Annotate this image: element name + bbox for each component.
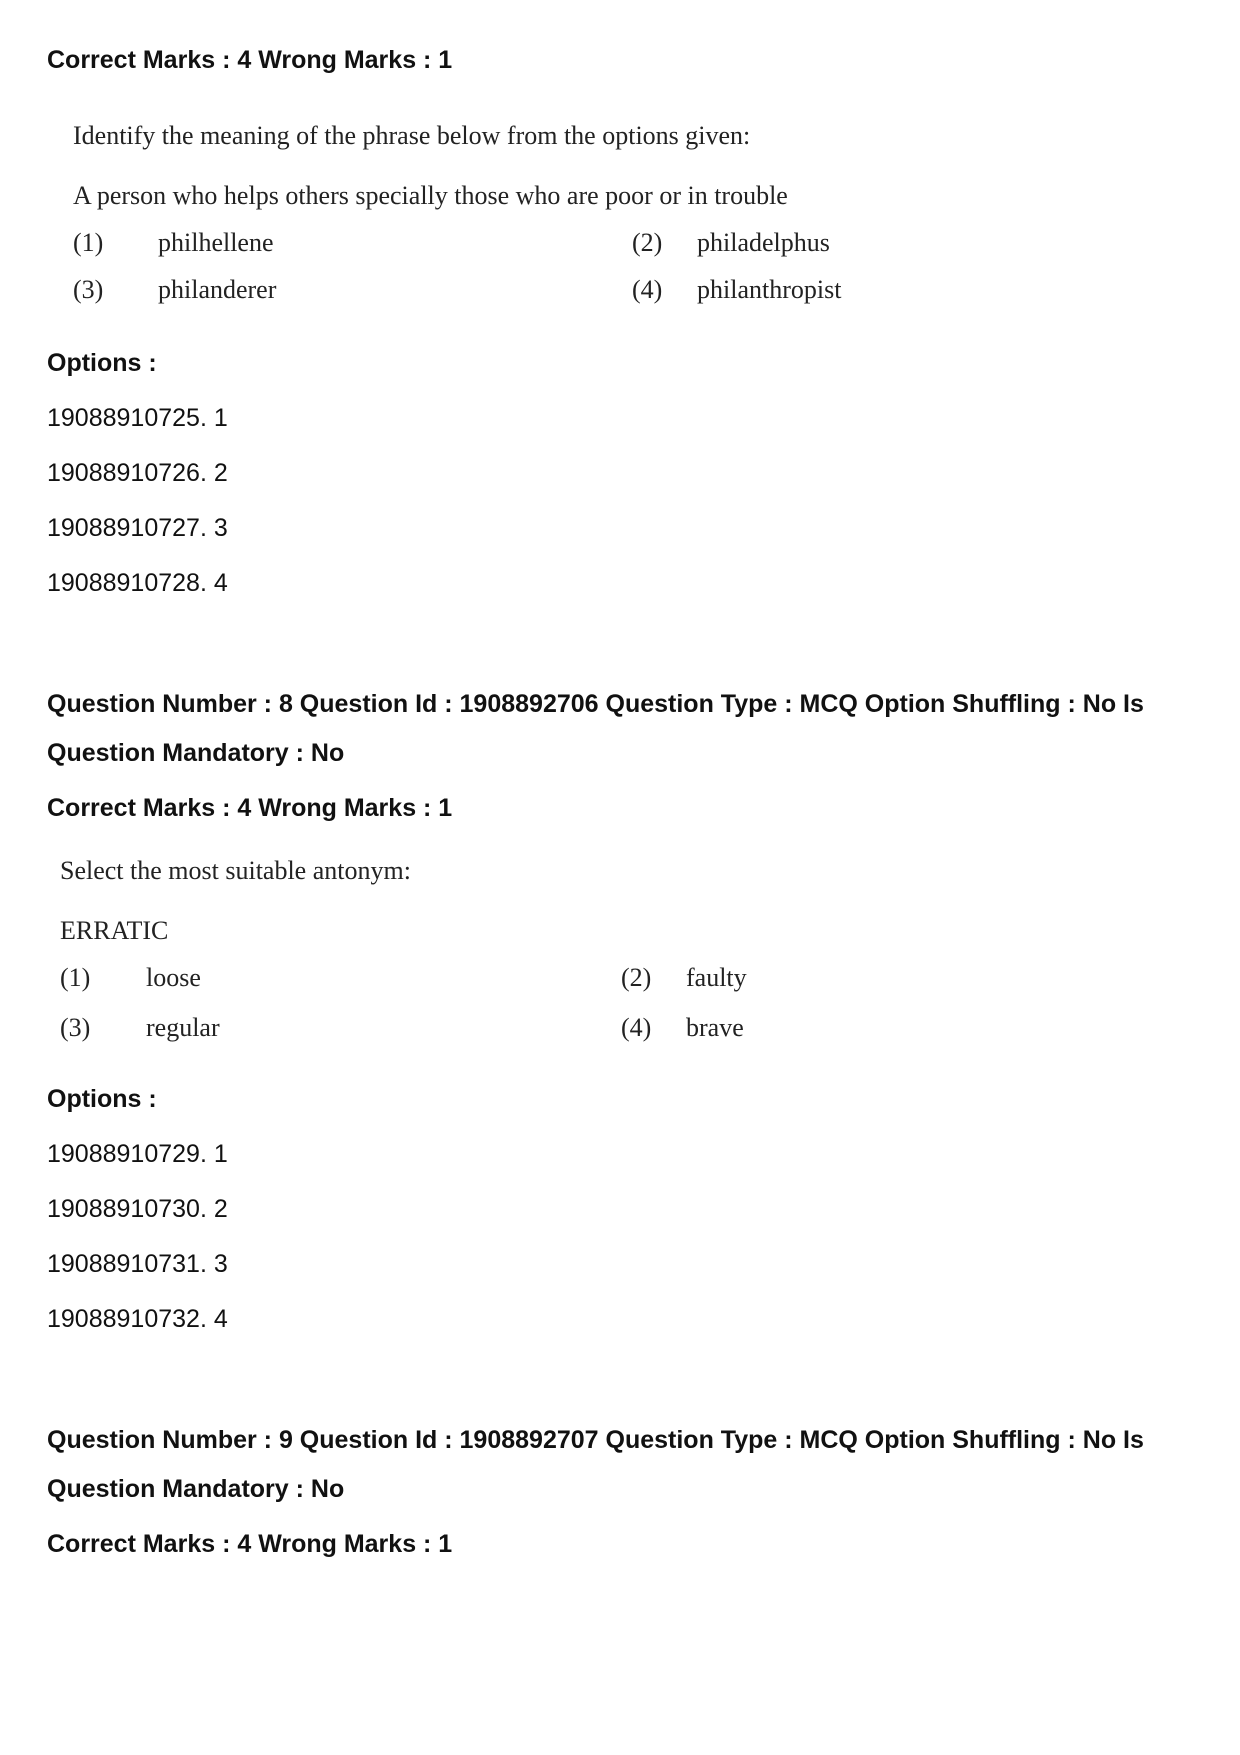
option-item: 19088910729. 1 [47, 1140, 228, 1168]
choice-number: (3) [73, 275, 104, 304]
choice-number: (1) [60, 963, 91, 992]
choice-text: faulty [686, 963, 747, 992]
choice-number: (2) [621, 963, 652, 992]
options-label: Options : [47, 349, 157, 377]
options-label: Options : [47, 1085, 157, 1113]
choice-text: philhellene [158, 228, 274, 257]
choice-text: philanderer [158, 275, 277, 304]
option-item: 19088910726. 2 [47, 459, 228, 487]
question-phrase: A person who helps others specially those who are poor or in trouble [73, 181, 788, 210]
question-header: Question Number : 8 Question Id : 1908892706 Question Type : MCQ Option Shuffling : No Is [47, 690, 1144, 718]
option-item: 19088910731. 3 [47, 1250, 228, 1278]
question-header-continued: Question Mandatory : No [47, 1475, 345, 1503]
choice-text: philadelphus [697, 228, 830, 257]
choice-number: (3) [60, 1013, 91, 1042]
question-instruction: Select the most suitable antonym: [60, 856, 411, 885]
option-item: 19088910730. 2 [47, 1195, 228, 1223]
question-word: ERRATIC [60, 916, 169, 945]
question-header-continued: Question Mandatory : No [47, 739, 345, 767]
option-item: 19088910728. 4 [47, 569, 228, 597]
option-item: 19088910727. 3 [47, 514, 228, 542]
marks-line: Correct Marks : 4 Wrong Marks : 1 [47, 46, 453, 74]
marks-line: Correct Marks : 4 Wrong Marks : 1 [47, 1530, 453, 1558]
choice-text: philanthropist [697, 275, 842, 304]
marks-line: Correct Marks : 4 Wrong Marks : 1 [47, 794, 453, 822]
choice-number: (1) [73, 228, 104, 257]
option-item: 19088910732. 4 [47, 1305, 228, 1333]
question-instruction: Identify the meaning of the phrase below from the options given: [73, 121, 751, 150]
choice-text: brave [686, 1013, 744, 1042]
choice-number: (4) [632, 275, 663, 304]
choice-text: regular [146, 1013, 220, 1042]
option-item: 19088910725. 1 [47, 404, 228, 432]
choice-number: (2) [632, 228, 663, 257]
question-header: Question Number : 9 Question Id : 1908892707 Question Type : MCQ Option Shuffling : No Is [47, 1426, 1144, 1454]
choice-number: (4) [621, 1013, 652, 1042]
choice-text: loose [146, 963, 201, 992]
